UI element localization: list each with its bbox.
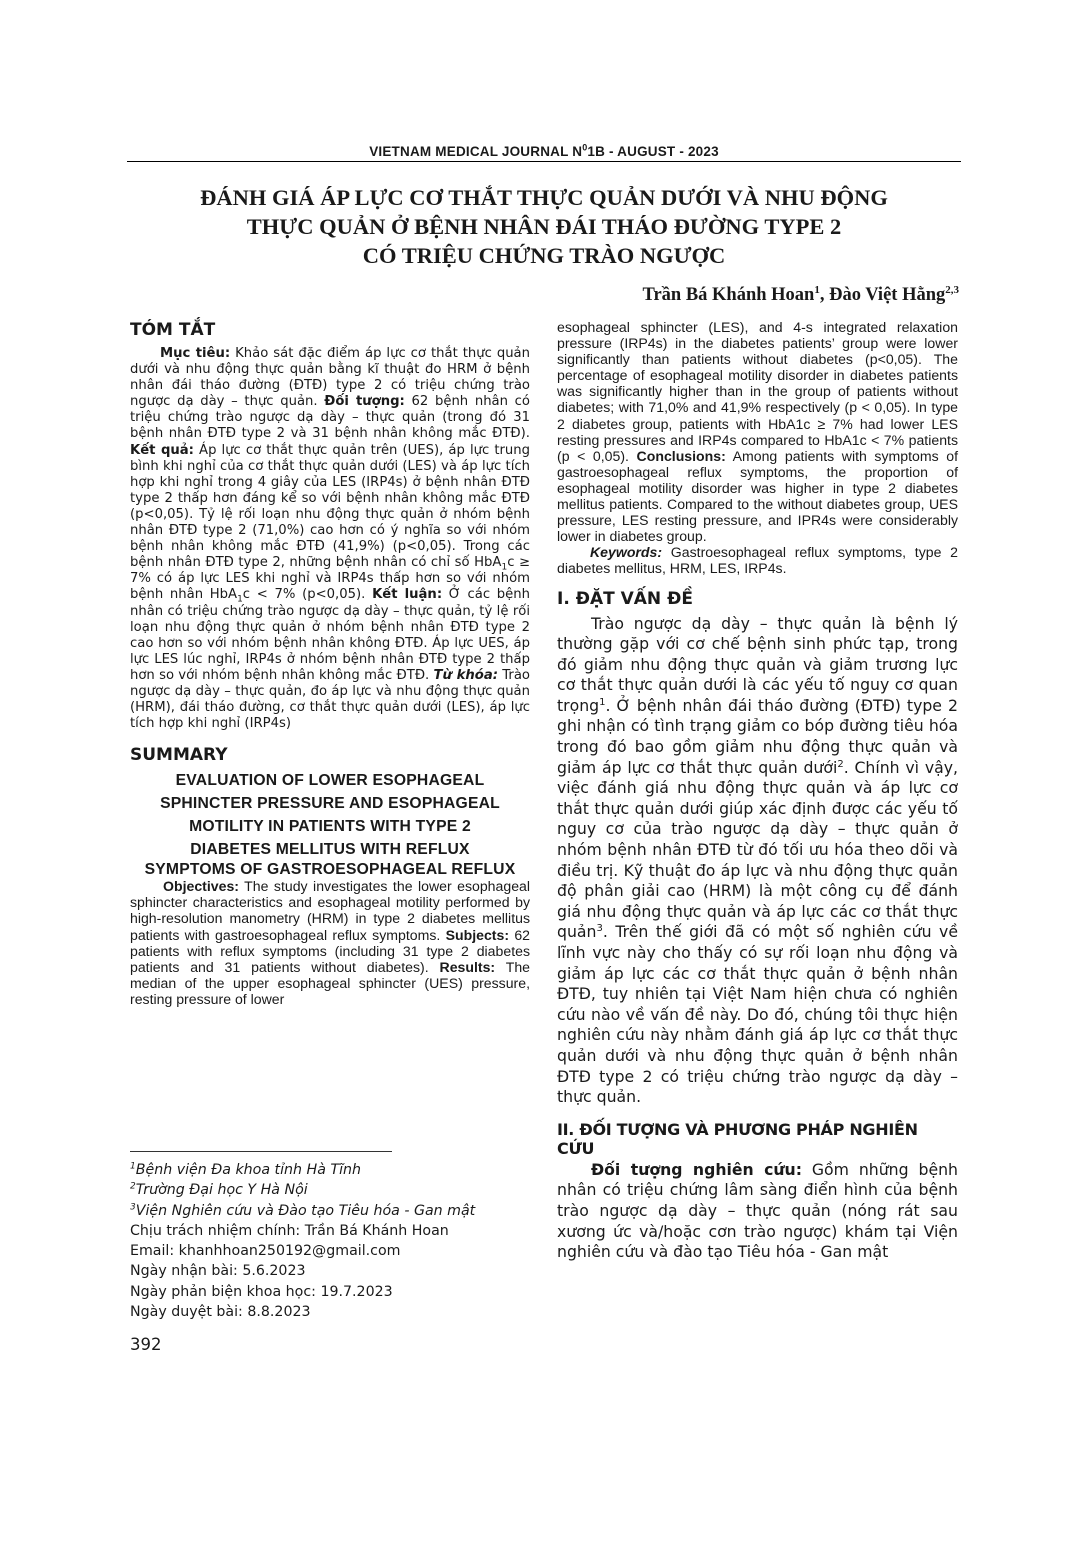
footnote-affiliation	[130, 1201, 530, 1221]
title-line: ĐÁNH GIÁ ÁP LỰC CƠ THẮT THỰC QUẢN DƯỚI VÀ NHU ĐỘNG	[200, 185, 888, 210]
citation-sup: 2	[837, 758, 844, 770]
text-doi-tuong: 62 bệnh nhân có triệu chứng trào ngược dạ dày – thực quản (trong đó 31 bệnh nhân ĐTĐ type 2 và 31 bệnh nhân không mắc ĐTĐ).	[130, 394, 530, 442]
author-name: Trần Bá Khánh Hoan	[642, 285, 815, 305]
right-column	[557, 319, 958, 1263]
footnote-sup: 2	[130, 1181, 136, 1192]
footnotes	[130, 1160, 530, 1322]
footnote-sup: 1	[130, 1161, 136, 1172]
text-conclusions: Among patients with symptoms of gastroesophageal reflux symptoms, the proportion of esophageal motility disorder was higher in type 2 diabetes mellitus patients. Compared to the without diabetes group, UES pressure, LES resting pressure, and IPR4s were considerably lower in diabetes group.	[557, 447, 958, 545]
footnote-affiliation	[130, 1160, 530, 1180]
text-results: The median of the upper esophageal sphincter (UES) pressure, resting pressure of lower	[130, 958, 530, 1007]
label-subjects: Subjects:	[445, 926, 510, 943]
body-text: . Trên thế giới đã có một số nghiên cứu về lĩnh vực này cho thấy có sự rối loạn nhu động và giảm áp lực các cơ thắt thực quản ở bệnh nhân ĐTĐ, tuy nhiên tại Việt Nam hiện chưa có nghiên cứu nào về vấn đề này. Do đó, chúng tôi thực hiện nghiên cứu này nhằm đánh giá áp lực cơ thắt thực quản dưới và nhu động thực quản ở bệnh nhân ĐTĐ type 2 có triệu chứng trào ngược dạ dày – thực quản.	[557, 922, 958, 1107]
section-heading: II. ĐỐI TƯỢNG VÀ PHƯƠNG PHÁP NGHIÊN CỨU	[557, 1119, 918, 1158]
footnote-affiliation	[130, 1180, 530, 1200]
text-tu-khoa: Trào ngược dạ dày – thực quản, đo áp lực và nhu động thực quản (HRM), đái tháo đường, cơ thắt thực quản dưới (LES), áp lực tích hợp khi nghỉ (IRP4s)	[130, 667, 530, 732]
subscript: 1	[501, 562, 508, 573]
author-affiliation-sup: 1	[814, 283, 820, 296]
date-reviewed: Ngày phản biện khoa học: 19.7.2023	[130, 1283, 393, 1300]
citation-sup: 3	[596, 923, 603, 935]
left-column	[130, 320, 530, 1007]
label-conclusions: Conclusions:	[636, 447, 726, 464]
label-muc-tieu: Mục tiêu:	[160, 346, 231, 361]
body-text: Trào ngược dạ dày – thực quản là bệnh lý thường gặp với cơ chế bệnh sinh phức tạp, trong đó giảm nhu động thực quản và giảm trương lực cơ thắt thực quản dưới là các yếu tố nguy cơ quan trọng	[557, 613, 958, 715]
body-text: . Ở bệnh nhân đái tháo đường (ĐTĐ) type 2 ghi nhận có tình trạng giảm co bóp đường tiêu hóa trong đó bao gồm giảm nhu động thực quản và giảm áp lực cơ thắt thực quản dưới	[557, 695, 958, 777]
article-title	[128, 183, 960, 270]
header-rule	[127, 161, 961, 162]
abstract-vi-text	[130, 346, 530, 732]
text-muc-tieu: Khảo sát đặc điểm áp lực cơ thắt thực quản dưới và nhu động thực quản bằng kĩ thuật đo HRM ở bệnh nhân đái tháo đường (ĐTĐ) type 2 có triệu chứng trào ngược dạ dày – thực quản.	[130, 346, 530, 410]
section-body	[557, 614, 958, 1108]
label-keywords: Keywords:	[590, 544, 663, 561]
footnote-text: Bệnh viện Đa khoa tỉnh Hà Tĩnh	[135, 1162, 362, 1178]
label-ket-qua: Kết quả:	[130, 442, 194, 458]
text-keywords: Gastroesophageal reflux symptoms, type 2 diabetes mellitus, HRM, LES, IRP4s.	[557, 544, 958, 577]
text-ket-qua: c < 7% (p<0,05).	[242, 587, 373, 603]
text-ket-qua: Áp lực cơ thắt thực quản trên (UES), áp lực trung bình khi nghỉ của cơ thắt thực quản dưới (LES) và áp lực tích hợp khi nghỉ trong 4 giây của LES (IRP4s) ở bệnh nhân ĐTĐ type 2 thấp hơn đáng kể so với bệnh nhân không mắc ĐTĐ (p<0,05). Tỷ lệ rối loạn nhu động thực quản ở nhóm bệnh nhân ĐTĐ type 2 (71,0%) cao hơn có ý nghĩa so với nhóm bệnh nhân không mắc ĐTĐ (41,9%) (p<0,05). Trong các bệnh nhân ĐTĐ type 2, những bệnh nhân có chỉ số HbA	[130, 442, 531, 571]
summary-title-line: SYMPTOMS OF GASTROESOPHAGEAL REFLUX	[144, 861, 516, 879]
summary-title-line: SPHINCTER PRESSURE AND ESOPHAGEAL	[160, 795, 500, 813]
date-received: Ngày nhận bài: 5.6.2023	[130, 1263, 306, 1280]
title-line: THỰC QUẢN Ở BỆNH NHÂN ĐÁI THÁO ĐƯỜNG TYPE 2	[246, 214, 842, 239]
summary-title	[130, 769, 530, 878]
corresponding-author: Chịu trách nhiệm chính: Trần Bá Khánh Hoan	[130, 1222, 449, 1239]
author-list	[642, 285, 959, 306]
date-approved: Ngày duyệt bài: 8.8.2023	[130, 1304, 311, 1321]
label-tu-khoa: Từ khóa:	[433, 667, 498, 683]
summary-text-left	[130, 878, 530, 1007]
section-body	[557, 1160, 958, 1263]
summary-text-right	[557, 319, 958, 544]
body-text: . Chính vì vậy, việc đánh giá nhu động thực quản và áp lực cơ thắt thực quản dưới giúp xác định được các yếu tố nguy cơ của trào ngược dạ dày – thực quản ở nhóm bệnh nhân ĐTĐ từ đó tối ưu hóa theo dõi và điều trị. Kỹ thuật đo áp lực và nhu động thực quản độ phân giải cao (HRM) là một công cụ để đánh giá nhu động thực quản và áp lực các cơ thắt thực quản	[557, 757, 958, 942]
author-affiliation-sup: 2,3	[945, 283, 959, 296]
contact-email: Email: khanhhoan250192@gmail.com	[130, 1243, 401, 1260]
footnote-text: Viện Nghiên cứu và Đào tạo Tiêu hóa - Gan mật	[135, 1202, 476, 1219]
body-text: Gồm những bệnh nhân có triệu chứng lâm sàng điển hình của bệnh trào ngược dạ dày – thực quản (nóng rát sau xương ức và/hoặc cơn trào ngược) khám tại Viện nghiên cứu và đào tạo Tiêu hóa - Gan mật	[557, 1159, 958, 1262]
summary-title-line: DIABETES MELLITUS WITH REFLUX	[190, 841, 470, 859]
journal-header	[128, 144, 960, 159]
text-subjects: 62 patients with reflux symptoms (including 31 type 2 diabetes patients and 31 patients without diabetes).	[130, 926, 531, 975]
citation-sup: 1	[599, 696, 606, 708]
text-ket-luan: Ở các bệnh nhân có triệu chứng trào ngược dạ dày – thực quản, tỷ lệ rối loạn nhu động thực quản ở nhóm bệnh nhân ĐTĐ type 2 cao hơn so với nhóm bệnh nhân không ĐTĐ. Áp lực UES, áp lực LES lúc nghỉ, IRP4s ở nhóm bệnh nhân ĐTĐ type 2 thấp hơn so với nhóm bệnh nhân không mắc ĐTĐ.	[130, 587, 530, 683]
summary-title-line: EVALUATION OF LOWER ESOPHAGEAL	[175, 772, 485, 790]
footnote-rule	[130, 1151, 392, 1152]
title-line: CÓ TRIỆU CHỨNG TRÀO NGƯỢC	[362, 243, 726, 268]
subscript: 1	[237, 595, 243, 606]
text-results: esophageal sphincter (LES), and 4-s integrated relaxation pressure (IRP4s) in the diabetes patients’ group were lower significantly than patients without diabetes (p<0,05). The percentage of esophageal motility disorder in diabetes patients was significantly higher than in the group of patients without diabetes; with 71,0% and 41,9% respectively (p < 0,05). In type 2 diabetes group, patients with HbA1c ≥ 7% had lower LES resting pressures and IRP4s compared to HbA1c < 7% patients (p < 0,05).	[557, 319, 958, 464]
journal-issue: 1B - AUGUST - 2023	[587, 144, 719, 159]
journal-issue-sup: 0	[582, 142, 588, 153]
page-number: 392	[130, 1335, 162, 1354]
label-doi-tuong-nghien-cuu: Đối tượng nghiên cứu:	[591, 1159, 802, 1179]
journal-name: VIETNAM MEDICAL JOURNAL N	[369, 144, 583, 159]
abstract-heading: TÓM TẮT	[130, 320, 216, 340]
label-ket-luan: Kết luận:	[372, 587, 443, 603]
author-name: Đào Việt Hằng	[829, 285, 946, 305]
summary-title-line: MOTILITY IN PATIENTS WITH TYPE 2	[189, 818, 471, 836]
summary-keywords	[557, 544, 958, 576]
text-objectives: The study investigates the lower esophageal sphincter characteristics and esophageal motility performed by high-resolution manometry (HRM) in type 2 diabetes mellitus patients with gastroesophageal reflux symptoms.	[130, 878, 530, 943]
footnote-text: Trường Đại học Y Hà Nội	[135, 1182, 308, 1199]
text-ket-qua: c ≥ 7% có áp lực LES khi nghỉ và IRP4s thấp hơn so với nhóm bệnh nhân HbA	[130, 555, 530, 603]
label-results: Results:	[439, 958, 496, 975]
section-heading: I. ĐẶT VẤN ĐỀ	[557, 588, 693, 609]
label-doi-tuong: Đối tượng:	[324, 394, 405, 410]
author-separator: ,	[819, 285, 830, 305]
footnote-sup: 3	[130, 1201, 136, 1212]
summary-heading: SUMMARY	[130, 745, 228, 766]
label-objectives: Objectives:	[163, 878, 239, 895]
